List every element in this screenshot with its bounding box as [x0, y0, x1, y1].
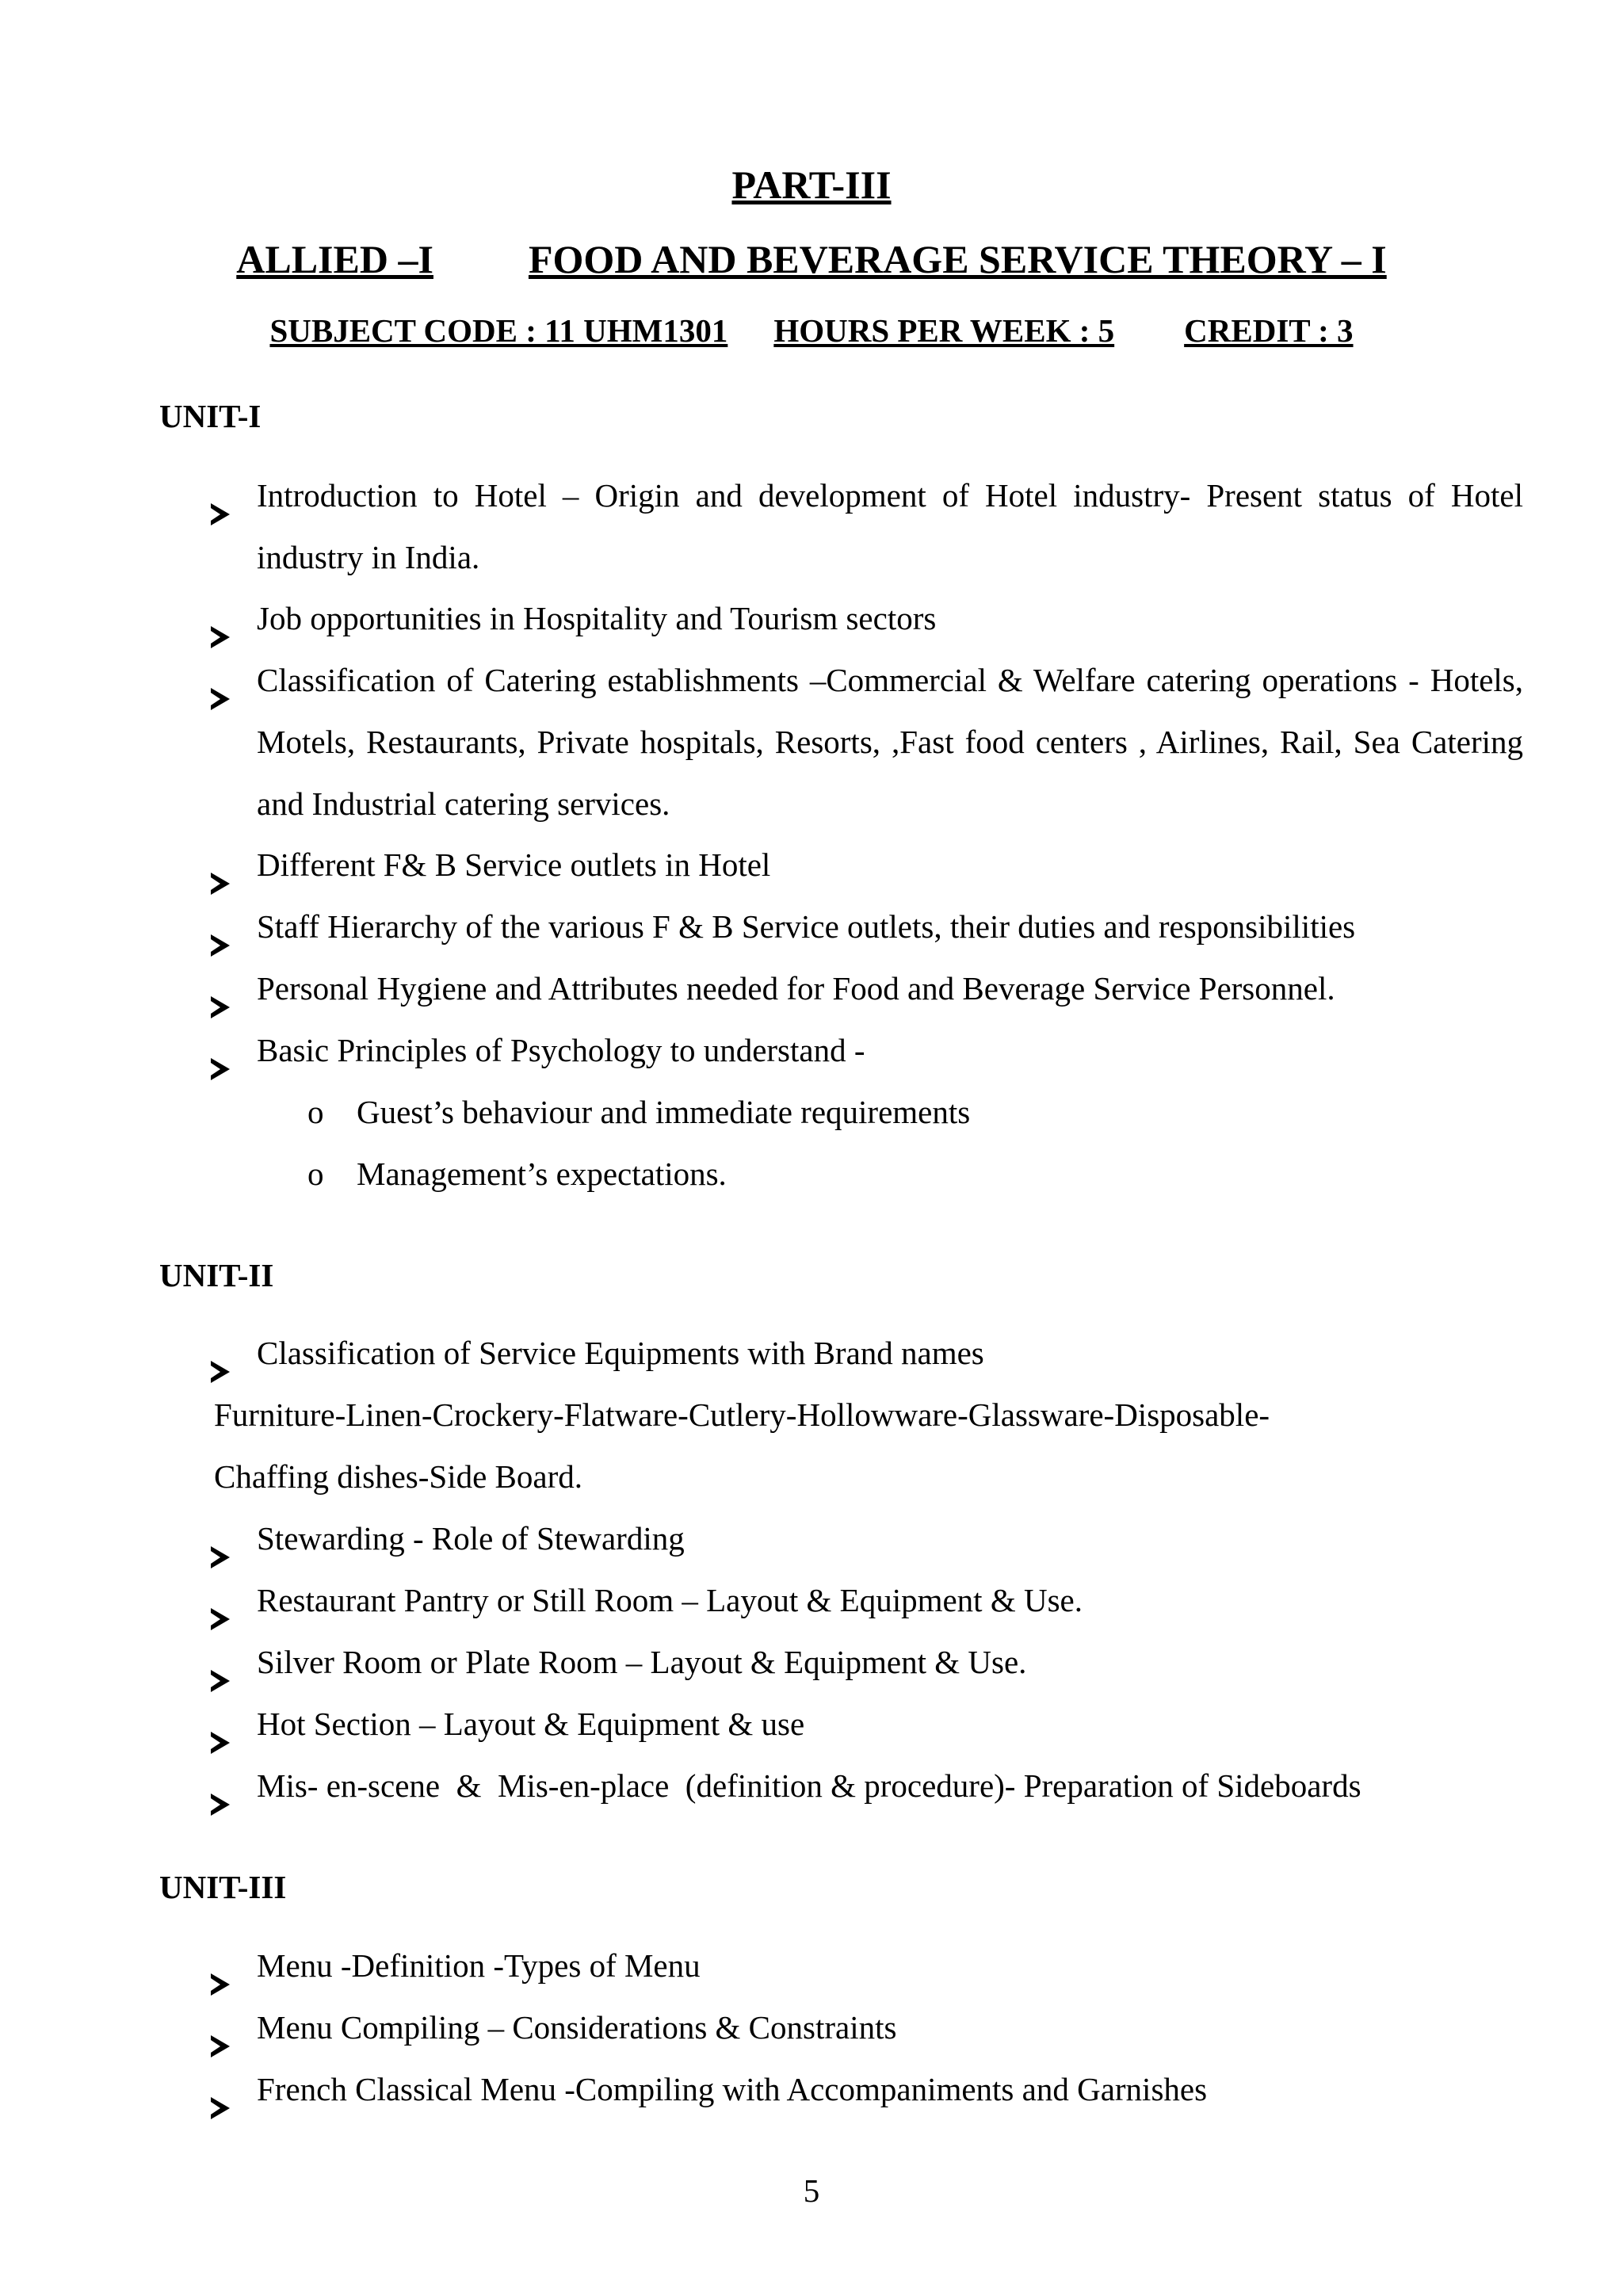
arrow-bullet-icon	[208, 2058, 247, 2120]
arrow-bullet-icon	[208, 1019, 247, 1081]
unit-heading: UNIT-III	[159, 1869, 287, 1905]
arrow-bullet-icon	[208, 1935, 247, 1996]
document-page: PART-III ALLIED –I FOOD AND BEVERAGE SERVICE THEORY – I SUBJECT CODE : 11 UHM1301 HOURS PER WEEK : 5 CREDIT : 3 UNIT-I Introduction to Hotel – Origin and development of Hotel industry- Present status of Hotel industry in India. Job opportunities in Hospitality and Tourism sectors Classification of Catering establishments –Commercial & Welfare catering operations - Hotels, Motels, Restaurants, Private hospitals, Resorts, ,Fast food centers , Airlines, Rail, Sea Catering and Industrial catering services. Different F& B Service outlets in Hotel Staff Hierarchy of the various F & B Service outlets, their duties and responsibilities Personal Hygiene and Attributes needed for Food and Beverage Service Personnel. Basic Principles of Psychology to understand - o Guest’s behaviour and immediate requirements o Management’s expectations. UNIT-II Classification of Service Equipments with Brand names Furniture-Linen-Crockery-Flatware-Cutlery-Hollowware-Glassware-Disposable- Chaffing dishes-Side Board. Stewarding - Role of Stewarding Restaurant Pantry or Still Room – Layout & Equipment & Use. Silver Room or Plate Room – Layout & Equipment & Use. Hot Section – Layout & Equipment & use Mis- en-scene & Mis-en-place (definition & procedure)- Preparation of Sideboards UNIT-III Menu -Definition -Types of Menu Menu Compiling – Considerations & Constraints French Classical Menu -Compiling with Accompaniments and Garnishes 5	[0, 0, 1623, 2296]
subject-title: FOOD AND BEVERAGE SERVICE THEORY – I	[528, 237, 1387, 281]
arrow-bullet-icon	[208, 587, 247, 649]
arrow-bullet-icon	[208, 1631, 247, 1693]
equipment-list-line: Chaffing dishes-Side Board.	[214, 1458, 582, 1495]
list-item: Introduction to Hotel – Origin and development of Hotel industry- Present status of Hotel industry in India.	[208, 464, 1476, 588]
unit-heading: UNIT-II	[159, 1257, 274, 1293]
equipment-list-line: Furniture-Linen-Crockery-Flatware-Cutlery-Hollowware-Glassware-Disposable-	[214, 1396, 1270, 1433]
subject-info-row	[0, 308, 1623, 353]
arrow-bullet-icon	[208, 1569, 247, 1631]
subject-code: SUBJECT CODE : 11 UHM1301	[269, 312, 728, 349]
unit-heading: UNIT-I	[159, 398, 262, 434]
credit: CREDIT : 3	[1184, 312, 1354, 349]
arrow-bullet-icon	[208, 1322, 247, 1384]
hours-per-week: HOURS PER WEEK : 5	[773, 312, 1115, 349]
arrow-bullet-icon	[208, 896, 247, 957]
arrow-bullet-icon	[208, 957, 247, 1019]
list-item: Classification of Catering establishments –Commercial & Welfare catering operations - Hotels, Motels, Restaurants, Private hospitals, Resorts, ,Fast food centers , Airlines, Rail, Sea Catering and Industrial catering services.	[208, 649, 1476, 835]
arrow-bullet-icon	[208, 1507, 247, 1569]
arrow-bullet-icon	[208, 1996, 247, 2058]
arrow-bullet-icon	[208, 834, 247, 896]
circle-bullet: o	[307, 1156, 324, 1192]
arrow-bullet-icon	[208, 649, 247, 711]
arrow-bullet-icon	[208, 1693, 247, 1755]
part-title: PART-III	[731, 162, 892, 207]
subject-title-row	[0, 233, 1623, 285]
allied-label: ALLIED –I	[236, 237, 433, 281]
arrow-bullet-icon	[208, 1755, 247, 1817]
arrow-bullet-icon	[208, 464, 247, 526]
circle-bullet: o	[307, 1094, 324, 1130]
page-number: 5	[803, 2172, 820, 2209]
